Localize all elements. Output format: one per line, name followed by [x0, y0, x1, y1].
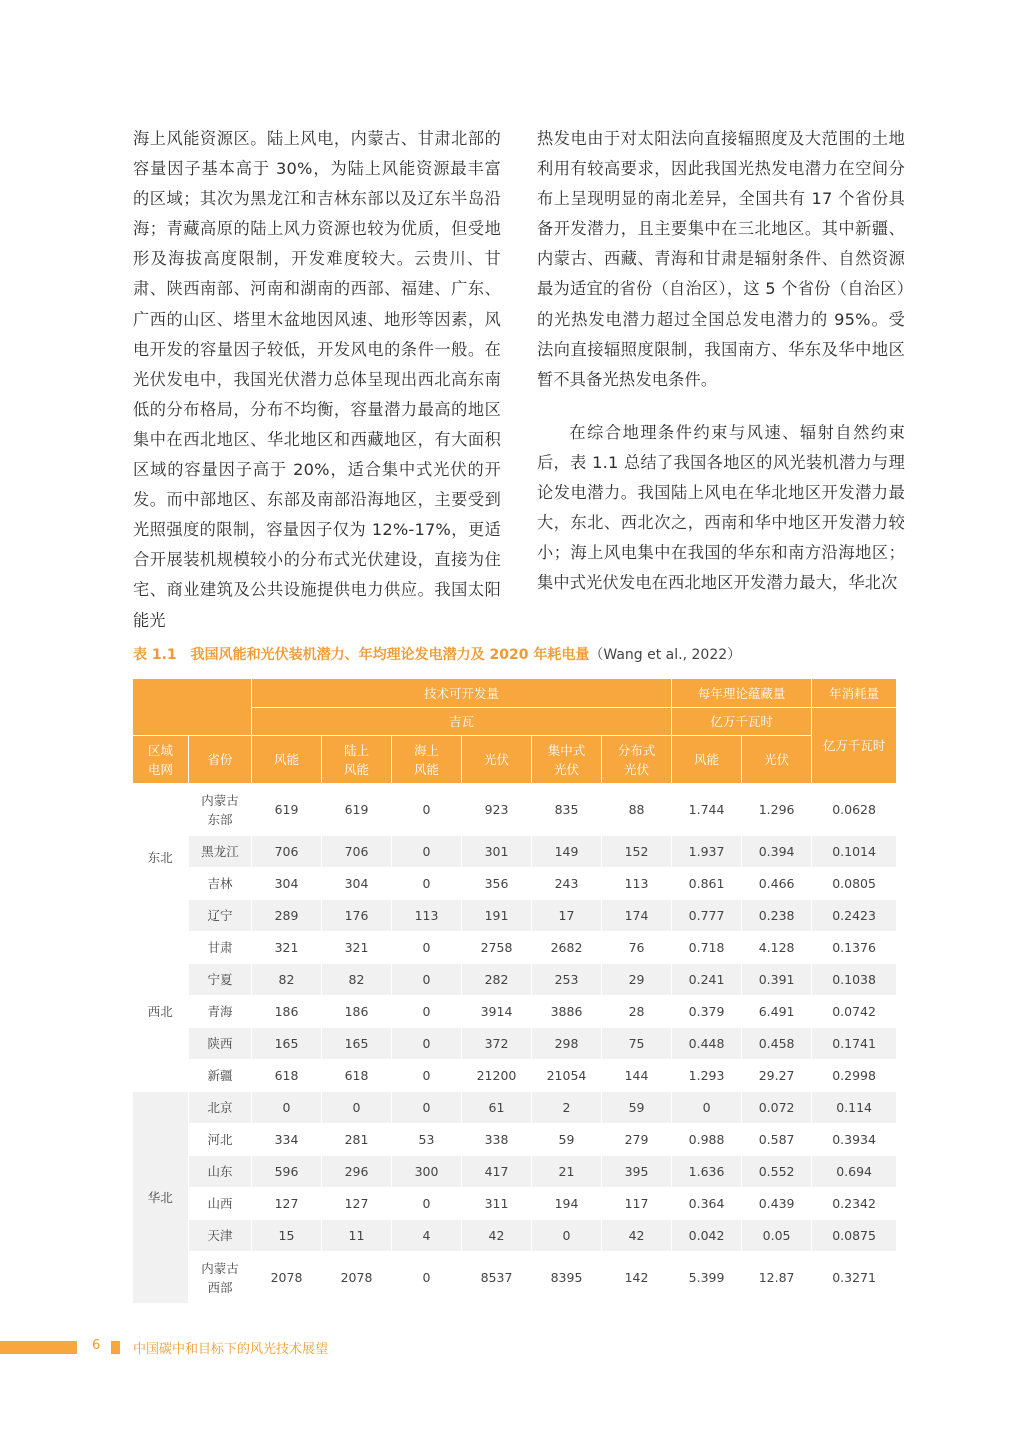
- wind-cell: 321: [252, 932, 322, 964]
- group-xibei: [133, 932, 897, 1092]
- header-annual-consumption: 年消耗量: [812, 679, 897, 708]
- consumption-cell: 0.2342: [812, 1188, 897, 1220]
- wind-cell: 186: [252, 996, 322, 1028]
- consumption-cell: 0.0875: [812, 1220, 897, 1252]
- pv-energy-cell: 0.05: [742, 1220, 812, 1252]
- header-blank: [133, 679, 252, 736]
- header-unit-twh: 亿万千瓦时: [672, 708, 812, 736]
- wind-energy-cell: 0.042: [672, 1220, 742, 1252]
- table-row: [133, 964, 897, 996]
- consumption-cell: 0.1038: [812, 964, 897, 996]
- offshore-wind-cell: 300: [392, 1156, 462, 1188]
- offshore-wind-cell: 0: [392, 1028, 462, 1060]
- centralized-pv-cell: 2: [532, 1092, 602, 1124]
- wind-energy-cell: 0.718: [672, 932, 742, 964]
- wind-cell: 15: [252, 1220, 322, 1252]
- centralized-pv-cell: 0: [532, 1220, 602, 1252]
- potential-table: [132, 678, 897, 1304]
- distributed-pv-cell: 113: [602, 868, 672, 900]
- pv-cell: 282: [462, 964, 532, 996]
- wind-energy-cell: 1.636: [672, 1156, 742, 1188]
- pv-energy-cell: 0.466: [742, 868, 812, 900]
- centralized-pv-cell: 149: [532, 836, 602, 868]
- pv-energy-cell: 12.87: [742, 1252, 812, 1304]
- pv-cell: 338: [462, 1124, 532, 1156]
- centralized-pv-cell: 835: [532, 784, 602, 836]
- pv-cell: 3914: [462, 996, 532, 1028]
- wind-cell: 0: [252, 1092, 322, 1124]
- province-cell: 内蒙古 西部: [189, 1252, 252, 1304]
- province-cell: 陕西: [189, 1028, 252, 1060]
- province-cell: 甘肃: [189, 932, 252, 964]
- onshore-wind-cell: 619: [322, 784, 392, 836]
- distributed-pv-cell: 28: [602, 996, 672, 1028]
- offshore-wind-cell: 0: [392, 932, 462, 964]
- distributed-pv-cell: 29: [602, 964, 672, 996]
- offshore-wind-cell: 4: [392, 1220, 462, 1252]
- table-row: [133, 932, 897, 964]
- wind-energy-cell: 0.988: [672, 1124, 742, 1156]
- consumption-cell: 0.3934: [812, 1124, 897, 1156]
- province-cell: 北京: [189, 1092, 252, 1124]
- offshore-wind-cell: 0: [392, 868, 462, 900]
- onshore-wind-cell: 186: [322, 996, 392, 1028]
- centralized-pv-cell: 8395: [532, 1252, 602, 1304]
- distributed-pv-cell: 75: [602, 1028, 672, 1060]
- onshore-wind-cell: 11: [322, 1220, 392, 1252]
- consumption-cell: 0.694: [812, 1156, 897, 1188]
- distributed-pv-cell: 144: [602, 1060, 672, 1092]
- onshore-wind-cell: 82: [322, 964, 392, 996]
- onshore-wind-cell: 296: [322, 1156, 392, 1188]
- distributed-pv-cell: 117: [602, 1188, 672, 1220]
- distributed-pv-cell: 174: [602, 900, 672, 932]
- distributed-pv-cell: 142: [602, 1252, 672, 1304]
- province-cell: 内蒙古 东部: [189, 784, 252, 836]
- wind-energy-cell: 1.293: [672, 1060, 742, 1092]
- offshore-wind-cell: 0: [392, 784, 462, 836]
- pv-energy-cell: 0.394: [742, 836, 812, 868]
- wind-energy-cell: 0.448: [672, 1028, 742, 1060]
- distributed-pv-cell: 59: [602, 1092, 672, 1124]
- pv-cell: 356: [462, 868, 532, 900]
- table-row: [133, 996, 897, 1028]
- wind-energy-cell: 0: [672, 1092, 742, 1124]
- table-row: [133, 1220, 897, 1252]
- region-cell: 华北: [133, 1092, 189, 1304]
- wind-cell: 2078: [252, 1252, 322, 1304]
- onshore-wind-cell: 0: [322, 1092, 392, 1124]
- wind-energy-cell: 0.379: [672, 996, 742, 1028]
- onshore-wind-cell: 176: [322, 900, 392, 932]
- table-row: [133, 1028, 897, 1060]
- province-cell: 新疆: [189, 1060, 252, 1092]
- header-wind-energy: 风能: [672, 736, 742, 784]
- pv-energy-cell: 29.27: [742, 1060, 812, 1092]
- header-pv: 光伏: [462, 736, 532, 784]
- right-paragraph-2: 在综合地理条件约束与风速、辐射自然约束后，表 1.1 总结了我国各地区的风光装机潜力与理论发电潜力。我国陆上风电在华北地区开发潜力最大，东北、西北次之，西南和华中地区开发潜力较小；海上风电集中在我国的华东和南方沿海地区；集中式光伏发电在西北地区开发潜力最大，华北次: [537, 422, 905, 593]
- province-cell: 辽宁: [189, 900, 252, 932]
- distributed-pv-cell: 395: [602, 1156, 672, 1188]
- table-row: [133, 1156, 897, 1188]
- centralized-pv-cell: 243: [532, 868, 602, 900]
- consumption-cell: 0.2423: [812, 900, 897, 932]
- centralized-pv-cell: 298: [532, 1028, 602, 1060]
- header-centralized-pv: 集中式 光伏: [532, 736, 602, 784]
- footer-title: 中国碳中和目标下的风光技术展望: [133, 1342, 329, 1357]
- pv-energy-cell: 0.238: [742, 900, 812, 932]
- wind-cell: 127: [252, 1188, 322, 1220]
- wind-cell: 304: [252, 868, 322, 900]
- pv-energy-cell: 4.128: [742, 932, 812, 964]
- wind-energy-cell: 0.241: [672, 964, 742, 996]
- body-text-left-column: [133, 124, 501, 636]
- region-cell: 西北: [133, 932, 189, 1092]
- offshore-wind-cell: 0: [392, 1252, 462, 1304]
- province-cell: 河北: [189, 1124, 252, 1156]
- right-paragraph-1: 热发电由于对太阳法向直接辐照度及大范围的土地利用有较高要求，因此我国光热发电潜力在空间分布上呈现明显的南北差异，全国共有 17 个省份具备开发潜力，且主要集中在三北地区。其中新疆、内蒙古、西藏、青海和甘肃是辐射条件、自然资源最为适宜的省份（自治区），这 5 个省份（自治区）的光热发电潜力超过全国总发电潜力的 95%。受法向直接辐照度限制，我国南方、华东及华中地区暂不具备光热发电条件。: [537, 129, 905, 389]
- province-cell: 山东: [189, 1156, 252, 1188]
- offshore-wind-cell: 0: [392, 836, 462, 868]
- distributed-pv-cell: 88: [602, 784, 672, 836]
- offshore-wind-cell: 0: [392, 964, 462, 996]
- offshore-wind-cell: 113: [392, 900, 462, 932]
- pv-energy-cell: 1.296: [742, 784, 812, 836]
- offshore-wind-cell: 0: [392, 1092, 462, 1124]
- footer-accent-bar: [0, 1341, 77, 1354]
- pv-cell: 191: [462, 900, 532, 932]
- group-dongbei: [133, 784, 897, 932]
- wind-cell: 289: [252, 900, 322, 932]
- distributed-pv-cell: 42: [602, 1220, 672, 1252]
- table-row: [133, 900, 897, 932]
- centralized-pv-cell: 17: [532, 900, 602, 932]
- wind-cell: 334: [252, 1124, 322, 1156]
- wind-cell: 618: [252, 1060, 322, 1092]
- distributed-pv-cell: 76: [602, 932, 672, 964]
- pv-energy-cell: 0.439: [742, 1188, 812, 1220]
- table-header: [133, 679, 897, 784]
- header-annual-theoretical: 每年理论蕴藏量: [672, 679, 812, 708]
- onshore-wind-cell: 304: [322, 868, 392, 900]
- wind-cell: 165: [252, 1028, 322, 1060]
- region-cell: 东北: [133, 784, 189, 932]
- wind-cell: 706: [252, 836, 322, 868]
- consumption-cell: 0.1376: [812, 932, 897, 964]
- offshore-wind-cell: 0: [392, 996, 462, 1028]
- centralized-pv-cell: 59: [532, 1124, 602, 1156]
- header-unit-gw: 吉瓦: [252, 708, 672, 736]
- onshore-wind-cell: 165: [322, 1028, 392, 1060]
- consumption-cell: 0.1014: [812, 836, 897, 868]
- wind-energy-cell: 1.937: [672, 836, 742, 868]
- pv-cell: 417: [462, 1156, 532, 1188]
- pv-energy-cell: 0.458: [742, 1028, 812, 1060]
- pv-cell: 372: [462, 1028, 532, 1060]
- table-row: [133, 1124, 897, 1156]
- table-caption-label: 表 1.1 我国风能和光伏装机潜力、年均理论发电潜力及 2020 年耗电量: [133, 647, 590, 663]
- consumption-cell: 0.114: [812, 1092, 897, 1124]
- table-row: [133, 836, 897, 868]
- onshore-wind-cell: 618: [322, 1060, 392, 1092]
- centralized-pv-cell: 21: [532, 1156, 602, 1188]
- pv-cell: 42: [462, 1220, 532, 1252]
- header-tech-potential: 技术可开发量: [252, 679, 672, 708]
- centralized-pv-cell: 3886: [532, 996, 602, 1028]
- onshore-wind-cell: 127: [322, 1188, 392, 1220]
- header-pv-energy: 光伏: [742, 736, 812, 784]
- body-text-right-column: [537, 124, 905, 598]
- consumption-cell: 0.0628: [812, 784, 897, 836]
- table-row: [133, 1092, 897, 1124]
- offshore-wind-cell: 0: [392, 1188, 462, 1220]
- table-row: [133, 784, 897, 836]
- pv-cell: 2758: [462, 932, 532, 964]
- pv-energy-cell: 6.491: [742, 996, 812, 1028]
- wind-energy-cell: 0.364: [672, 1188, 742, 1220]
- consumption-cell: 0.0742: [812, 996, 897, 1028]
- pv-energy-cell: 0.391: [742, 964, 812, 996]
- table-row: [133, 1060, 897, 1092]
- pv-cell: 61: [462, 1092, 532, 1124]
- wind-cell: 596: [252, 1156, 322, 1188]
- pv-cell: 21200: [462, 1060, 532, 1092]
- header-offshore-wind: 海上 风能: [392, 736, 462, 784]
- offshore-wind-cell: 0: [392, 1060, 462, 1092]
- header-wind: 风能: [252, 736, 322, 784]
- pv-energy-cell: 0.072: [742, 1092, 812, 1124]
- onshore-wind-cell: 281: [322, 1124, 392, 1156]
- onshore-wind-cell: 706: [322, 836, 392, 868]
- wind-energy-cell: 0.861: [672, 868, 742, 900]
- group-huabei: [133, 1092, 897, 1304]
- centralized-pv-cell: 21054: [532, 1060, 602, 1092]
- consumption-cell: 0.1741: [812, 1028, 897, 1060]
- centralized-pv-cell: 253: [532, 964, 602, 996]
- table-row: [133, 1188, 897, 1220]
- pv-energy-cell: 0.552: [742, 1156, 812, 1188]
- pv-cell: 8537: [462, 1252, 532, 1304]
- distributed-pv-cell: 152: [602, 836, 672, 868]
- province-cell: 青海: [189, 996, 252, 1028]
- province-cell: 宁夏: [189, 964, 252, 996]
- header-province: 省份: [189, 736, 252, 784]
- wind-energy-cell: 1.744: [672, 784, 742, 836]
- table-row: [133, 1252, 897, 1304]
- pv-energy-cell: 0.587: [742, 1124, 812, 1156]
- page-number: 6: [92, 1338, 101, 1353]
- pv-cell: 311: [462, 1188, 532, 1220]
- header-distributed-pv: 分布式 光伏: [602, 736, 672, 784]
- province-cell: 山西: [189, 1188, 252, 1220]
- offshore-wind-cell: 53: [392, 1124, 462, 1156]
- centralized-pv-cell: 2682: [532, 932, 602, 964]
- table-caption-citation: （Wang et al., 2022）: [589, 647, 742, 663]
- table-caption: [133, 644, 741, 664]
- onshore-wind-cell: 321: [322, 932, 392, 964]
- wind-cell: 82: [252, 964, 322, 996]
- province-cell: 天津: [189, 1220, 252, 1252]
- wind-energy-cell: 0.777: [672, 900, 742, 932]
- header-region: 区域 电网: [133, 736, 189, 784]
- province-cell: 黑龙江: [189, 836, 252, 868]
- wind-energy-cell: 5.399: [672, 1252, 742, 1304]
- consumption-cell: 0.0805: [812, 868, 897, 900]
- wind-cell: 619: [252, 784, 322, 836]
- onshore-wind-cell: 2078: [322, 1252, 392, 1304]
- distributed-pv-cell: 279: [602, 1124, 672, 1156]
- province-cell: 吉林: [189, 868, 252, 900]
- left-paragraph: 海上风能资源区。陆上风电，内蒙古、甘肃北部的容量因子基本高于 30%，为陆上风能资源最丰富的区域；其次为黑龙江和吉林东部以及辽东半岛沿海；青藏高原的陆上风力资源也较为优质，但受地形及海拔高度限制，开发难度较大。云贵川、甘肃、陕西南部、河南和湖南的西部、福建、广东、广西的山区、塔里木盆地因风速、地形等因素，风电开发的容量因子较低，开发风电的条件一般。在光伏发电中，我国光伏潜力总体呈现出西北高东南低的分布格局，分布不均衡，容量潜力最高的地区集中在西北地区、华北地区和西藏地区，有大面积区域的容量因子高于 20%，适合集中式光伏的开发。而中部地区、东部及南部沿海地区，主要受到光照强度的限制，容量因子仅为 12%-17%，更适合开展装机规模较小的分布式光伏建设，直接为住宅、商业建筑及公共设施提供电力供应。我国太阳能光: [133, 129, 501, 630]
- consumption-cell: 0.2998: [812, 1060, 897, 1092]
- table-row: [133, 868, 897, 900]
- pv-cell: 923: [462, 784, 532, 836]
- header-consumption-unit: 亿万千瓦时: [812, 708, 897, 784]
- footer-accent-mark: [111, 1341, 120, 1354]
- centralized-pv-cell: 194: [532, 1188, 602, 1220]
- pv-cell: 301: [462, 836, 532, 868]
- consumption-cell: 0.3271: [812, 1252, 897, 1304]
- header-onshore-wind: 陆上 风能: [322, 736, 392, 784]
